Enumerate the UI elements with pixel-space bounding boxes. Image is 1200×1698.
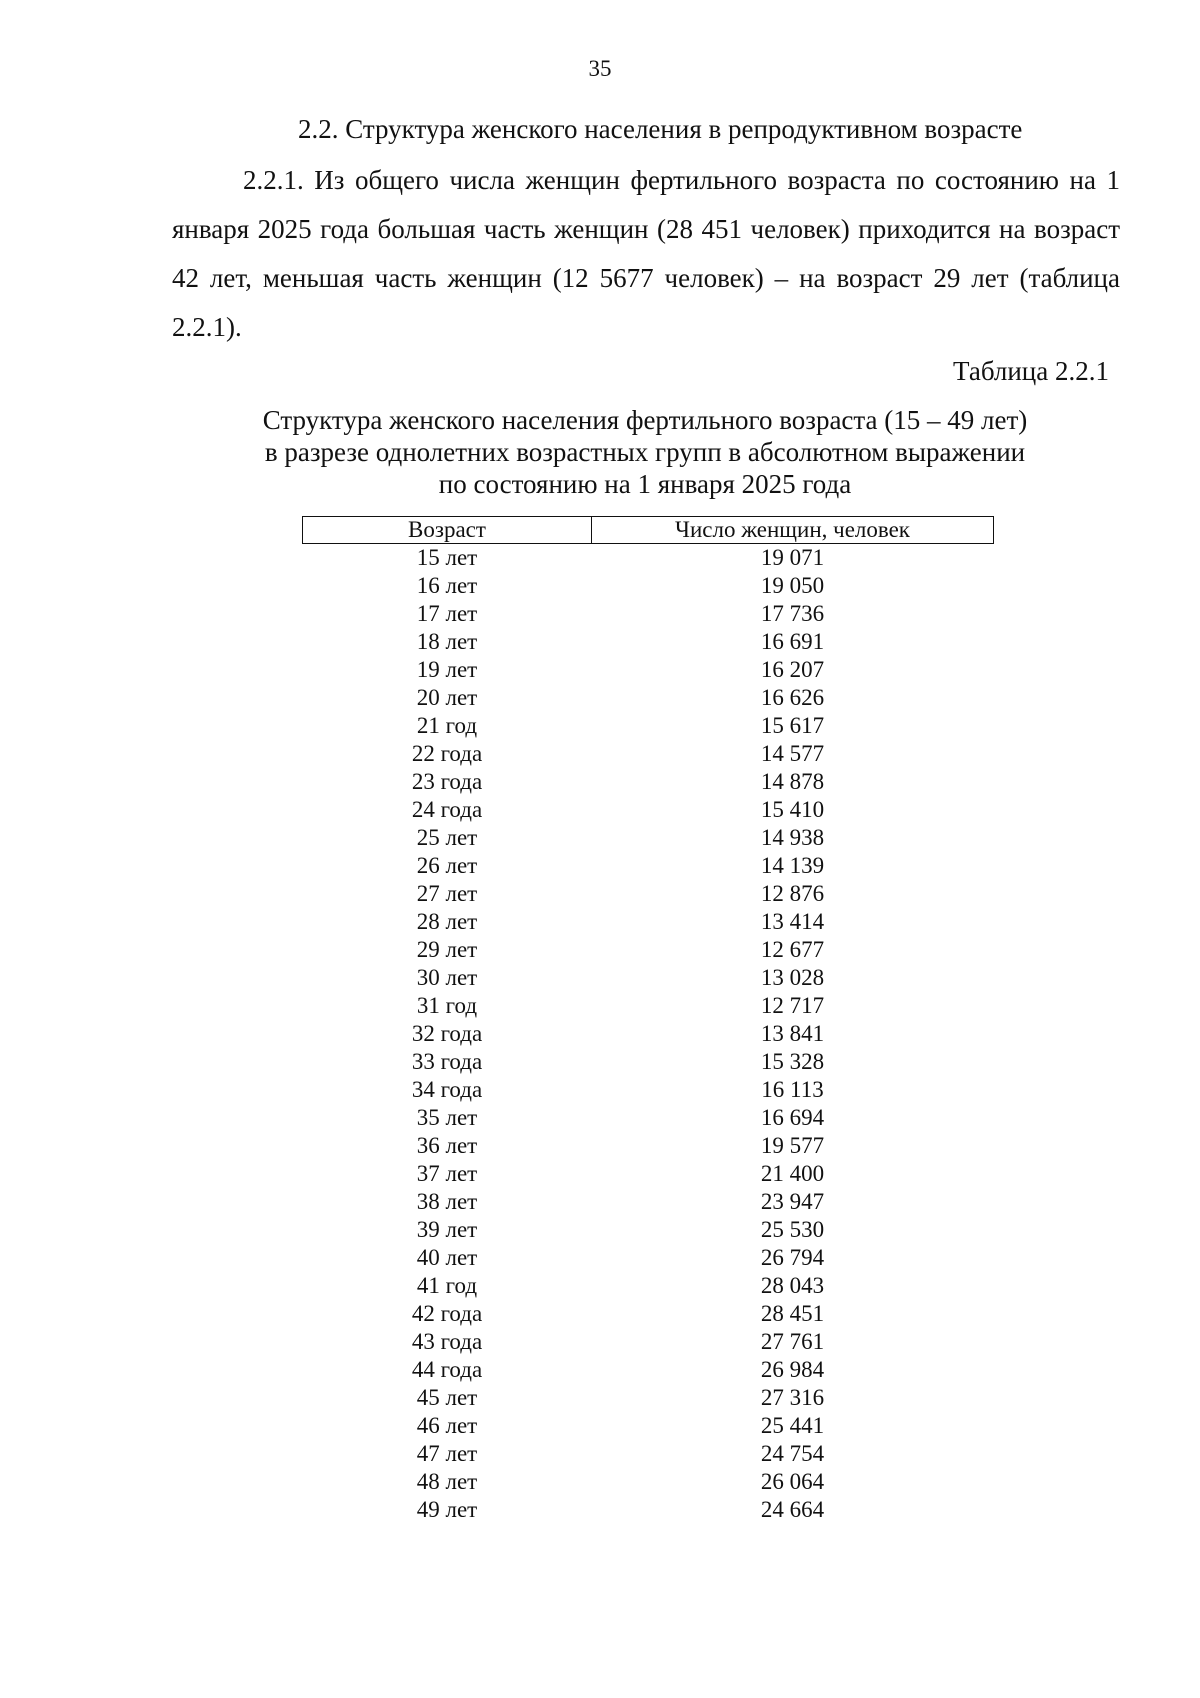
table-row <box>303 1188 994 1216</box>
table-row <box>303 1356 994 1384</box>
count-cell: 16 694 <box>760 1105 825 1130</box>
age-cell: 44 года <box>411 1357 483 1382</box>
age-cell: 17 лет <box>416 601 478 626</box>
age-cell: 16 лет <box>416 573 478 598</box>
age-cell: 25 лет <box>416 825 478 850</box>
age-cell: 42 года <box>411 1301 483 1326</box>
table-row <box>303 544 994 573</box>
table-row <box>303 1048 994 1076</box>
table-row <box>303 908 994 936</box>
count-cell: 25 441 <box>760 1413 825 1438</box>
count-cell: 14 577 <box>760 741 825 766</box>
age-cell: 38 лет <box>416 1189 478 1214</box>
count-cell: 12 717 <box>760 993 825 1018</box>
count-cell: 15 410 <box>760 797 825 822</box>
count-cell: 17 736 <box>760 601 825 626</box>
age-cell: 40 лет <box>416 1245 478 1270</box>
count-cell: 14 139 <box>760 853 825 878</box>
age-cell: 33 года <box>411 1049 483 1074</box>
table-row <box>303 964 994 992</box>
count-cell: 16 626 <box>760 685 825 710</box>
count-cell: 25 530 <box>760 1217 825 1242</box>
table-row <box>303 1020 994 1048</box>
count-cell: 24 754 <box>760 1441 825 1466</box>
count-cell: 23 947 <box>760 1189 825 1214</box>
count-cell: 12 876 <box>760 881 825 906</box>
count-cell: 19 577 <box>760 1133 825 1158</box>
count-cell: 26 984 <box>760 1357 825 1382</box>
table-row <box>303 712 994 740</box>
age-structure-table <box>302 516 994 1524</box>
age-cell: 35 лет <box>416 1105 478 1130</box>
table-row <box>303 1328 994 1356</box>
age-cell: 36 лет <box>416 1133 478 1158</box>
count-cell: 19 050 <box>760 573 825 598</box>
count-cell: 16 113 <box>761 1077 824 1102</box>
count-cell: 14 878 <box>760 769 825 794</box>
table-caption-line: по состоянию на 1 января 2025 года <box>438 469 852 499</box>
age-cell: 47 лет <box>416 1441 478 1466</box>
table-row <box>303 1104 994 1132</box>
age-cell: 22 года <box>411 741 483 766</box>
table-row <box>303 1216 994 1244</box>
count-cell: 13 841 <box>760 1021 825 1046</box>
table-caption <box>0 404 1200 500</box>
table-row <box>303 656 994 684</box>
age-cell: 41 год <box>416 1273 478 1298</box>
table-caption-line: Структура женского населения фертильного возраста (15 – 49 лет) <box>262 405 1028 435</box>
age-cell: 21 год <box>416 713 478 738</box>
table-row <box>303 852 994 880</box>
age-cell: 29 лет <box>416 937 478 962</box>
section-heading: 2.2. Структура женского населения в репродуктивном возрасте <box>298 114 1023 144</box>
table-row <box>303 1384 994 1412</box>
count-cell: 13 028 <box>760 965 825 990</box>
count-cell: 16 691 <box>760 629 825 654</box>
table-row <box>303 1412 994 1440</box>
age-cell: 37 лет <box>416 1161 478 1186</box>
table-row <box>303 684 994 712</box>
column-header-count: Число женщин, человек <box>592 517 994 544</box>
age-cell: 15 лет <box>416 545 478 570</box>
age-cell: 24 года <box>411 797 483 822</box>
count-cell: 24 664 <box>760 1497 825 1522</box>
count-cell: 13 414 <box>760 909 825 934</box>
count-cell: 21 400 <box>760 1161 825 1186</box>
table-row <box>303 740 994 768</box>
age-cell: 32 года <box>411 1021 483 1046</box>
table-row <box>303 936 994 964</box>
page-number: 35 <box>588 56 612 81</box>
age-cell: 27 лет <box>416 881 478 906</box>
body-paragraph: 2.2.1. Из общего числа женщин фертильного возраста по состоянию на 1 января 2025 года большая часть женщин (28 451 человек) приходится на возраст 42 лет, меньшая часть женщин (12 5677 человек) – на возраст 29 лет (таблица 2.2.1). <box>172 165 1120 342</box>
count-cell: 15 328 <box>760 1049 825 1074</box>
age-cell: 18 лет <box>416 629 478 654</box>
count-cell: 26 064 <box>760 1469 825 1494</box>
age-cell: 20 лет <box>416 685 478 710</box>
count-cell: 12 677 <box>760 937 825 962</box>
count-cell: 27 316 <box>760 1385 825 1410</box>
table-row <box>303 1496 994 1524</box>
table-row <box>303 1468 994 1496</box>
table-row <box>303 628 994 656</box>
table-row <box>303 1244 994 1272</box>
table-row <box>303 768 994 796</box>
table-row <box>303 1132 994 1160</box>
table-row <box>303 1440 994 1468</box>
count-cell: 27 761 <box>760 1329 825 1354</box>
table-row <box>303 1076 994 1104</box>
age-cell: 19 лет <box>416 657 478 682</box>
table-row <box>303 1272 994 1300</box>
age-cell: 49 лет <box>416 1497 478 1522</box>
count-cell: 19 071 <box>760 545 825 570</box>
age-cell: 28 лет <box>416 909 478 934</box>
age-cell: 31 год <box>416 993 478 1018</box>
count-cell: 15 617 <box>760 713 825 738</box>
age-cell: 23 года <box>411 769 483 794</box>
table-label: Таблица 2.2.1 <box>953 356 1109 386</box>
table-row <box>303 1160 994 1188</box>
table-caption-line: в разрезе однолетних возрастных групп в абсолютном выражении <box>264 437 1026 467</box>
table-row <box>303 992 994 1020</box>
table-row <box>303 796 994 824</box>
age-cell: 45 лет <box>416 1385 478 1410</box>
age-cell: 39 лет <box>416 1217 478 1242</box>
age-cell: 46 лет <box>416 1413 478 1438</box>
table-row <box>303 600 994 628</box>
table-row <box>303 572 994 600</box>
age-cell: 48 лет <box>416 1469 478 1494</box>
count-cell: 16 207 <box>760 657 825 682</box>
column-header-age: Возраст <box>303 517 592 544</box>
table-row <box>303 880 994 908</box>
table-header-row <box>303 517 994 544</box>
age-cell: 30 лет <box>416 965 478 990</box>
count-cell: 28 451 <box>760 1301 825 1326</box>
age-cell: 34 года <box>411 1077 483 1102</box>
table-body <box>303 544 994 1525</box>
table-row <box>303 824 994 852</box>
age-cell: 43 года <box>411 1329 483 1354</box>
age-cell: 26 лет <box>416 853 478 878</box>
count-cell: 28 043 <box>760 1273 825 1298</box>
count-cell: 14 938 <box>760 825 825 850</box>
count-cell: 26 794 <box>760 1245 825 1270</box>
table-row <box>303 1300 994 1328</box>
